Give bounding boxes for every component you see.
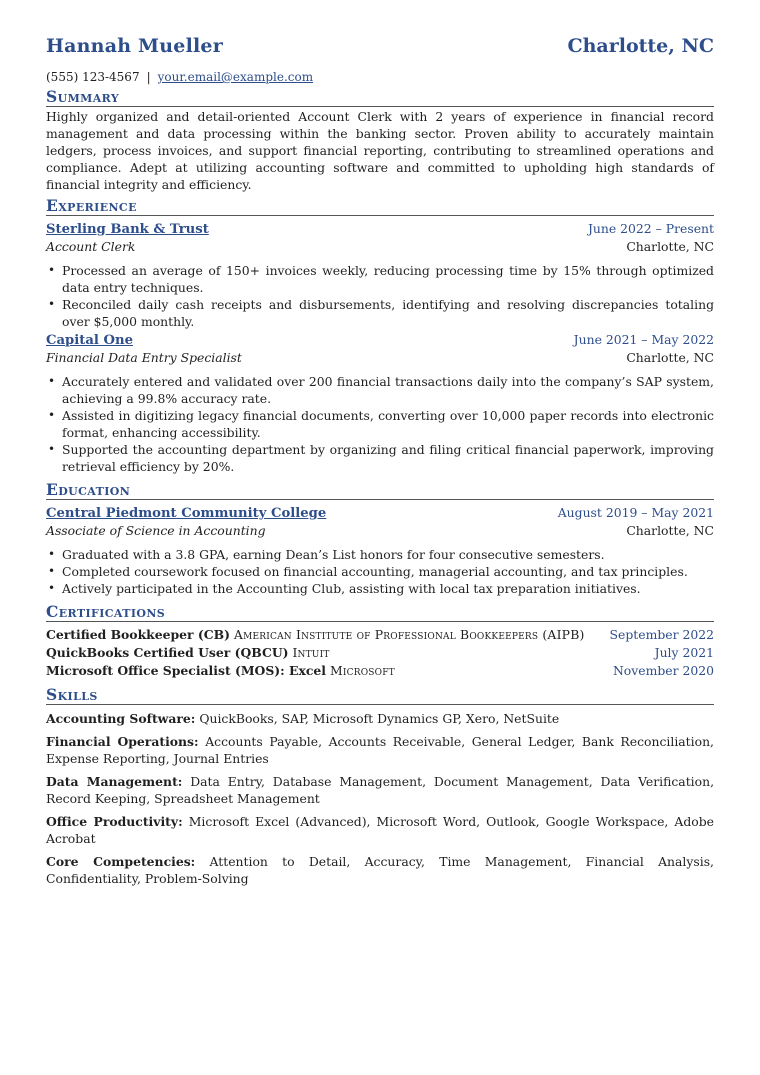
certification-name: Microsoft Office Specialist (MOS): Excel xyxy=(46,663,327,678)
skill-item xyxy=(46,733,714,767)
education-bullets xyxy=(46,546,714,597)
skill-list: QuickBooks, SAP, Microsoft Dynamics GP, Xero, NetSuite xyxy=(199,711,560,726)
skill-category: Data Management: xyxy=(46,774,183,789)
employer-name[interactable]: Sterling Bank & Trust xyxy=(46,222,209,237)
certification-issuer: Microsoft xyxy=(329,663,395,678)
job-entry xyxy=(46,331,714,475)
summary-heading: Summary xyxy=(46,88,714,107)
bullet-item: • Processed an average of 150+ invoices weekly, reducing processing time by 15% through optimized data entry techniques. xyxy=(46,262,714,296)
summary-text: Highly organized and detail-oriented Account Clerk with 2 years of experience in financial record management and data processing within the banking sector. Proven ability to accurately maintain ledgers, process invoices, and support financial reporting, contributing to streamlined operations and compliance. Adept at utilizing accounting software and committed to upholding high standards of financial integrity and efficiency. xyxy=(46,109,714,192)
bullet-item: • Reconciled daily cash receipts and disbursements, identifying and resolving discrepancies totaling over $5,000 monthly. xyxy=(46,296,714,330)
resume-header xyxy=(46,35,714,68)
candidate-location: Charlotte, NC xyxy=(567,35,714,57)
experience-heading: Experience xyxy=(46,197,714,216)
bullet-item: • Completed coursework focused on financial accounting, managerial accounting, and tax principles. xyxy=(46,563,714,580)
bullet-item: • Actively participated in the Accounting Club, assisting with local tax preparation initiatives. xyxy=(46,580,714,597)
skill-category: Accounting Software: xyxy=(46,711,196,726)
job-location: Charlotte, NC xyxy=(626,350,714,365)
certification-date: September 2022 xyxy=(609,627,714,642)
skill-category: Office Productivity: xyxy=(46,814,183,829)
skill-list: Microsoft Excel (Advanced), Microsoft Word, Outlook, Google Workspace, Adobe Acrobat xyxy=(46,814,714,846)
job-dates: June 2021 – May 2022 xyxy=(573,332,714,347)
certification-item xyxy=(46,626,714,644)
certification-issuer: American Institute of Professional Bookkeepers (AIPB) xyxy=(233,627,585,642)
skills-heading: Skills xyxy=(46,686,714,705)
skill-list: Attention to Detail, Accuracy, Time Management, Financial Analysis, Confidentiality, Problem-Solving xyxy=(46,854,714,886)
skill-item xyxy=(46,710,714,727)
school-name[interactable]: Central Piedmont Community College xyxy=(46,506,327,521)
certifications-heading: Certifications xyxy=(46,603,714,622)
certifications-section xyxy=(46,603,714,680)
candidate-name: Hannah Mueller xyxy=(46,35,223,57)
certification-list xyxy=(46,626,714,680)
skills-section xyxy=(46,686,714,887)
phone-number: (555) 123-4567 xyxy=(46,70,140,84)
degree-name: Associate of Science in Accounting xyxy=(46,523,266,538)
bullet-item: • Assisted in digitizing legacy financial documents, converting over 10,000 paper records into electronic format, enhancing accessibility. xyxy=(46,407,714,441)
bullet-item: • Supported the accounting department by organizing and filing critical financial paperwork, improving retrieval efficiency by 20%. xyxy=(46,441,714,475)
summary-section xyxy=(46,88,714,193)
bullet-item: • Graduated with a 3.8 GPA, earning Dean’s List honors for four consecutive semesters. xyxy=(46,546,714,563)
job-bullets xyxy=(46,262,714,330)
skill-list: Accounts Payable, Accounts Receivable, General Ledger, Bank Reconciliation, Expense Reporting, Journal Entries xyxy=(46,734,714,766)
certification-issuer: Intuit xyxy=(292,645,330,660)
skill-category: Financial Operations: xyxy=(46,734,199,749)
certification-name: Certified Bookkeeper (CB) xyxy=(46,627,230,642)
certification-item xyxy=(46,662,714,680)
education-location: Charlotte, NC xyxy=(626,523,714,538)
certification-date: July 2021 xyxy=(654,645,714,660)
job-title: Financial Data Entry Specialist xyxy=(46,350,242,365)
contact-line xyxy=(46,69,714,88)
bullet-item: • Accurately entered and validated over 200 financial transactions daily into the company’s SAP system, achieving a 99.8% accuracy rate. xyxy=(46,373,714,407)
education-entry xyxy=(46,504,714,597)
skill-item xyxy=(46,773,714,807)
job-dates: June 2022 – Present xyxy=(587,221,714,236)
job-bullets xyxy=(46,373,714,475)
skill-category: Core Competencies: xyxy=(46,854,196,869)
job-entry xyxy=(46,220,714,330)
skill-item xyxy=(46,853,714,887)
skill-list: Data Entry, Database Management, Document Management, Data Verification, Record Keeping, Spreadsheet Management xyxy=(46,774,715,806)
employer-name[interactable]: Capital One xyxy=(46,333,133,348)
experience-section xyxy=(46,197,714,475)
certification-date: November 2020 xyxy=(612,663,714,678)
education-section xyxy=(46,481,714,597)
job-location: Charlotte, NC xyxy=(626,239,714,254)
certification-item xyxy=(46,644,714,662)
education-dates: August 2019 – May 2021 xyxy=(557,505,714,520)
skill-item xyxy=(46,813,714,847)
email-link[interactable]: your.email@example.com xyxy=(157,70,314,84)
certification-name: QuickBooks Certified User (QBCU) xyxy=(46,645,289,660)
education-heading: Education xyxy=(46,481,714,500)
contact-separator: | xyxy=(146,70,151,84)
job-title: Account Clerk xyxy=(46,239,136,254)
